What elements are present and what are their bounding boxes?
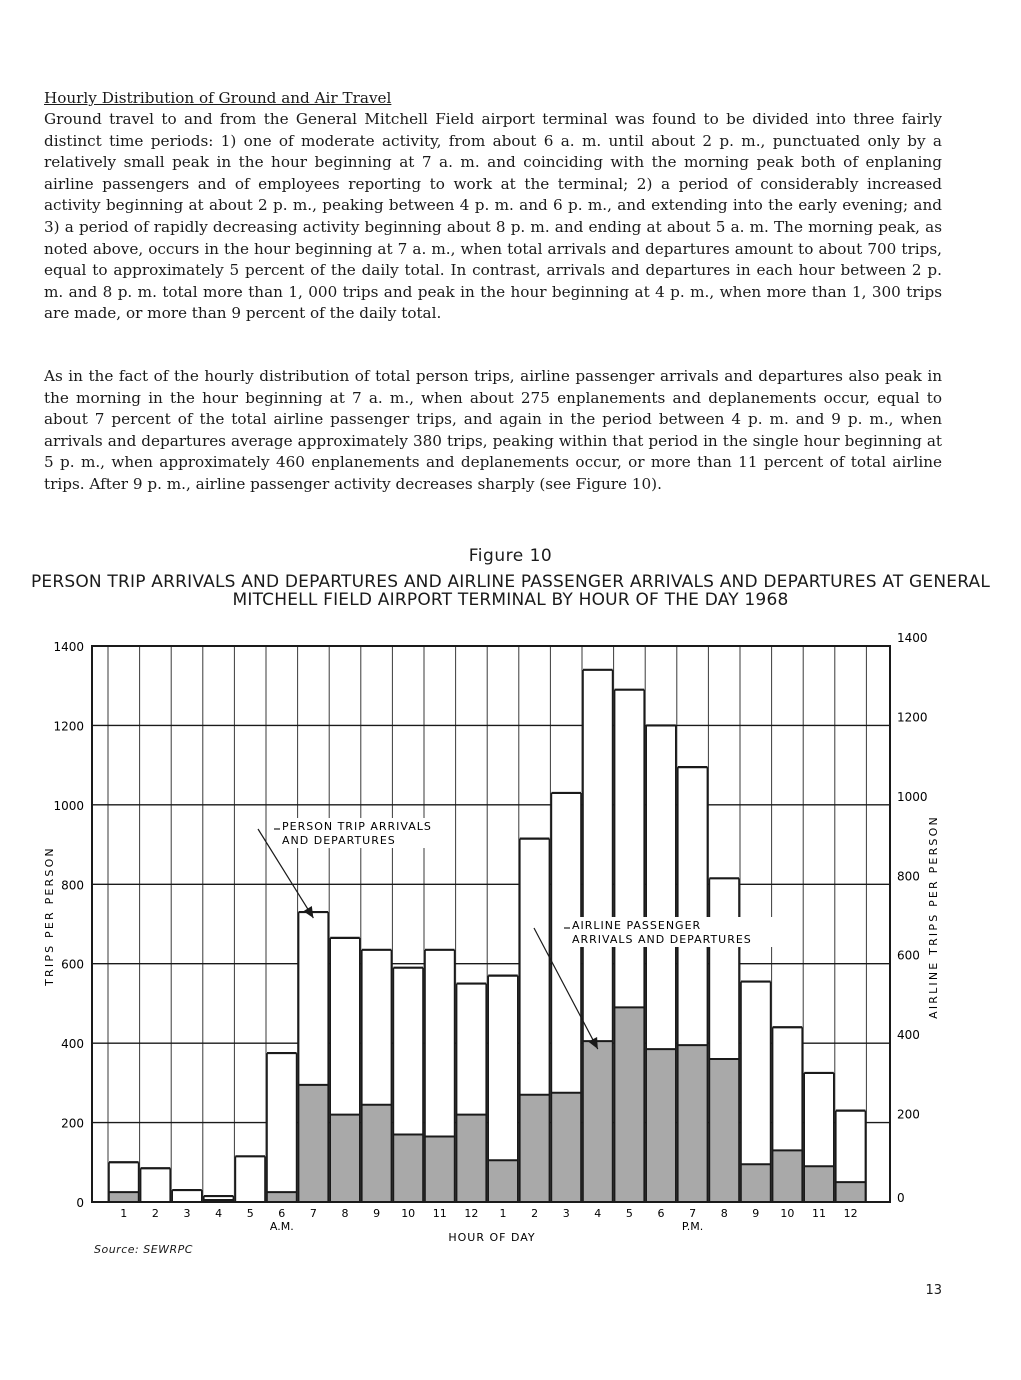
- x-tick-label: 8: [341, 1207, 349, 1220]
- airline-bar: [804, 1166, 834, 1202]
- airline-bar: [425, 1136, 455, 1202]
- airline-bar: [836, 1182, 866, 1202]
- x-tick-label: 7: [689, 1207, 697, 1220]
- person-trip-bar-fill: [267, 1053, 297, 1202]
- x-tick-label: 7: [309, 1207, 317, 1220]
- x-tick-label: 11: [432, 1207, 447, 1220]
- x-tick-label: 1: [120, 1207, 128, 1220]
- y-tick-label-right: 800: [897, 869, 920, 884]
- x-tick-label: 9: [373, 1207, 381, 1220]
- airline-bar: [583, 1041, 613, 1202]
- body-paragraph-1: Ground travel to and from the General Mitchell Field airport terminal was found to be divided into three fairly distinct time periods: 1) one of moderate activity, from about 6 a. m. until about 2 p. m., punctuated only by a relatively small peak in the hour beginning at 7 a. m. and coinciding with the morning peak both of enplaning airline passengers and of employees reporting to work at the terminal; 2) a period of considerably increased activity beginning at about 2 p. m., peaking between 4 p. m. and 6 p. m., and extending into the early evening; and 3) a period of rapidly decreasing activity beginning about 8 p. m. and ending at about 5 a. m. The morning peak, as noted above, occurs in the hour beginning at 7 a. m., when total arrivals and departures amount to about 700 trips, equal to approximately 5 percent of the daily total. In contrast, arrivals and departures in each hour between 2 p. m. and 8 p. m. total more than 1, 000 trips and peak in the hour beginning at 4 p. m., when more than 1, 300 trips are made, or more than 9 percent of the daily total.: [44, 110, 942, 323]
- person-trip-bar-fill: [235, 1156, 265, 1202]
- x-tick-label: 5: [246, 1207, 254, 1220]
- airline-bar: [109, 1192, 139, 1202]
- y-tick-label-right: 200: [897, 1107, 920, 1122]
- airline-bar: [267, 1192, 297, 1202]
- x-tick-label: 6: [657, 1207, 665, 1220]
- airline-bar: [362, 1105, 392, 1202]
- x-tick-label: 2: [151, 1207, 159, 1220]
- x-tick-label: 1: [499, 1207, 507, 1220]
- y-tick-label-right: 1200: [897, 710, 928, 725]
- x-tick-label: 2: [531, 1207, 539, 1220]
- x-tick-label: 3: [562, 1207, 570, 1220]
- y-tick-label-left: 1000: [53, 798, 84, 813]
- y-tick-label-right: 0: [897, 1191, 905, 1205]
- airline-bar: [488, 1160, 518, 1202]
- x-tick-label: 12: [843, 1207, 858, 1220]
- x-tick-label: 6: [278, 1207, 286, 1220]
- annotation-label: AIRLINE PASSENGER ARRIVALS AND DEPARTURES: [572, 919, 752, 946]
- x-tick-label: 12: [464, 1207, 479, 1220]
- y-tick-label-right: 400: [897, 1028, 920, 1043]
- section-heading: Hourly Distribution of Ground and Air Travel: [44, 89, 392, 107]
- figure-number: Figure 10: [468, 546, 553, 566]
- period-label: A.M.: [269, 1220, 294, 1233]
- x-tick-label: 3: [183, 1207, 191, 1220]
- person-trip-bar-fill: [141, 1168, 171, 1202]
- figure-source: Source: SEWRPC: [94, 1243, 193, 1256]
- x-tick-label: 10: [401, 1207, 416, 1220]
- airline-bar: [709, 1059, 739, 1202]
- page-number: 13: [925, 1283, 942, 1298]
- airline-bar: [741, 1164, 771, 1202]
- airline-bar: [773, 1150, 803, 1202]
- x-tick-label: 9: [752, 1207, 760, 1220]
- airline-bar: [457, 1115, 487, 1202]
- period-label: P.M.: [681, 1220, 704, 1233]
- airline-bar: [678, 1045, 708, 1202]
- airline-bar: [393, 1134, 423, 1202]
- y-tick-label-left: 1400: [53, 640, 84, 654]
- x-tick-label: 10: [780, 1207, 795, 1220]
- y-tick-label-right: 600: [897, 948, 920, 963]
- annotation-label: PERSON TRIP ARRIVALS AND DEPARTURES: [282, 820, 432, 847]
- y-tick-label-right: 1000: [897, 789, 928, 804]
- y-tick-label-right: 1400: [897, 631, 928, 645]
- figure-title: PERSON TRIP ARRIVALS AND DEPARTURES AND AIRLINE PASSENGER ARRIVALS AND DEPARTURES AT GENERAL MITCHELL FIELD AIRPORT TERMINAL BY HOUR OF THE DAY 1968: [30, 572, 991, 610]
- x-tick-label: 8: [720, 1207, 728, 1220]
- airline-bar: [646, 1049, 676, 1202]
- airline-bar: [615, 1007, 645, 1202]
- airline-bar: [551, 1093, 581, 1202]
- person-trip-bar-fill: [172, 1190, 202, 1202]
- y-tick-label-left: 200: [61, 1116, 84, 1131]
- body-paragraph-2: As in the fact of the hourly distribution of total person trips, airline passenger arrivals and departures also peak in the morning in the hour beginning at 7 a. m., when about 275 enplanements and deplanements occur, equal to about 7 percent of the total airline passenger trips, and again in the period between 4 p. m. and 9 p. m., when arrivals and departures average approximately 380 trips, peaking within that period in the single hour beginning at 5 p. m., when approximately 460 enplanements and deplanements occur, or more than 11 percent of total airline trips. After 9 p. m., airline passenger activity decreases sharply (see Figure 10).: [44, 367, 942, 493]
- y-axis-title-right: AIRLINE TRIPS PER PERSON: [927, 815, 940, 1019]
- y-tick-label-left: 400: [61, 1037, 84, 1052]
- y-tick-label-left: 0: [76, 1196, 84, 1210]
- airline-bar: [299, 1085, 329, 1202]
- y-tick-label-left: 1200: [53, 719, 84, 734]
- x-tick-label: 4: [215, 1207, 223, 1220]
- y-axis-title-left: TRIPS PER PERSON: [43, 846, 56, 986]
- airline-bar: [330, 1115, 360, 1202]
- x-tick-label: 11: [812, 1207, 826, 1220]
- x-tick-label: 5: [625, 1207, 633, 1220]
- y-tick-label-left: 600: [61, 957, 84, 972]
- airline-bar: [520, 1095, 550, 1202]
- x-axis-title: HOUR OF DAY: [448, 1231, 536, 1244]
- x-tick-label: 4: [594, 1207, 602, 1220]
- y-tick-label-left: 800: [61, 878, 84, 893]
